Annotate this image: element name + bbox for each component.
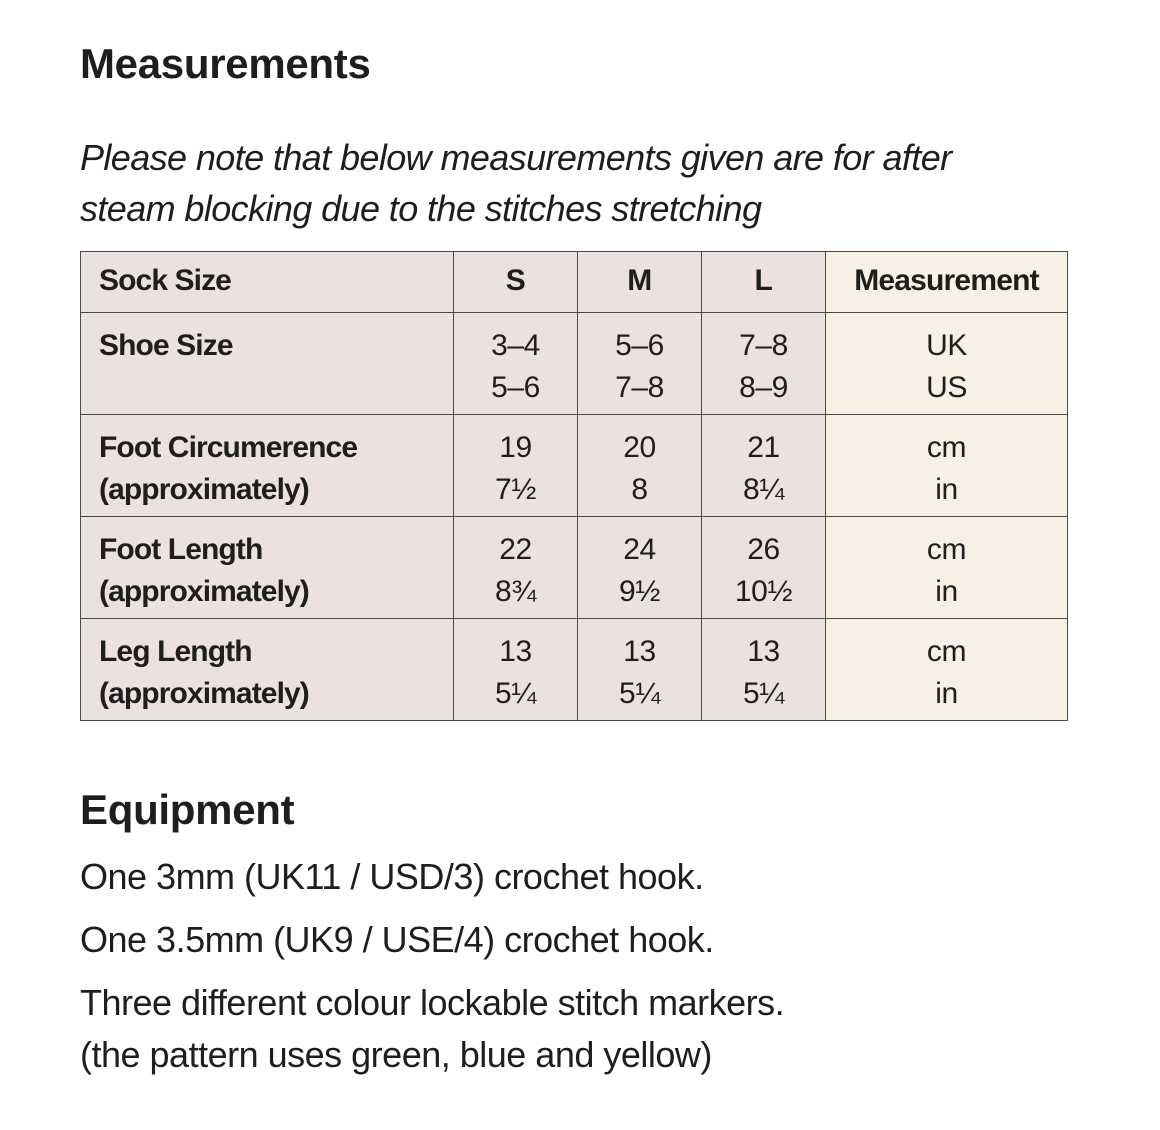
cell-unit: in <box>935 473 958 506</box>
cell-s <box>454 619 578 721</box>
cell-unit: cm <box>926 533 967 566</box>
cell-unit: in <box>935 677 958 710</box>
row-label-foot-circumference <box>81 415 454 517</box>
cell-units <box>826 517 1068 619</box>
cell-unit: cm <box>926 635 967 668</box>
cell-value: 20 <box>623 431 656 464</box>
blocking-note-line-1: Please note that below measurements given are for after <box>80 137 952 178</box>
cell-m <box>578 313 702 415</box>
cell-unit: US <box>926 371 967 404</box>
table-row <box>81 313 1068 415</box>
row-label-line: Foot Length <box>99 533 263 566</box>
row-label-line: (approximately) <box>99 575 309 608</box>
cell-value: 19 <box>499 431 532 464</box>
cell-value: 9½ <box>619 575 660 608</box>
header-measurement: Measurement <box>826 252 1068 313</box>
cell-m <box>578 619 702 721</box>
equipment-heading: Equipment <box>80 786 295 833</box>
list-item-line: One 3.5mm (UK9 / USE/4) crochet hook. <box>80 919 714 960</box>
measurements-heading: Measurements <box>80 40 371 87</box>
row-label-line: Leg Length <box>99 635 252 668</box>
cell-l <box>702 313 826 415</box>
cell-value: 3–4 <box>491 329 540 362</box>
list-item-line: (the pattern uses green, blue and yellow) <box>80 1034 712 1075</box>
table-row <box>81 619 1068 721</box>
cell-units <box>826 313 1068 415</box>
cell-value: 5–6 <box>615 329 664 362</box>
cell-value: 7–8 <box>615 371 664 404</box>
cell-unit: in <box>935 575 958 608</box>
cell-value: 26 <box>747 533 780 566</box>
table-row <box>81 517 1068 619</box>
cell-value: 7–8 <box>739 329 788 362</box>
cell-value: 8¾ <box>495 575 536 608</box>
row-label-line: Foot Circumerence <box>99 431 358 464</box>
cell-units <box>826 415 1068 517</box>
size-table <box>80 251 1068 721</box>
cell-s <box>454 517 578 619</box>
row-label-line: (approximately) <box>99 677 309 710</box>
header-sock-size: Sock Size <box>81 252 454 313</box>
list-item-line: Three different colour lockable stitch markers. <box>80 982 785 1023</box>
list-item <box>80 977 1080 1081</box>
cell-l <box>702 415 826 517</box>
row-label-line: (approximately) <box>99 473 309 506</box>
cell-value: 13 <box>623 635 656 668</box>
size-table-header-row <box>81 252 1068 313</box>
cell-value: 21 <box>747 431 780 464</box>
cell-value: 8 <box>631 473 648 506</box>
cell-m <box>578 415 702 517</box>
list-item <box>80 851 1080 903</box>
cell-value: 24 <box>623 533 656 566</box>
row-label-line: Shoe Size <box>99 329 233 362</box>
cell-value: 8¼ <box>743 473 784 506</box>
cell-value: 5¼ <box>743 677 784 710</box>
row-label-shoe-size <box>81 313 454 415</box>
header-size-s: S <box>454 252 578 313</box>
header-size-m: M <box>578 252 702 313</box>
cell-value: 13 <box>499 635 532 668</box>
list-item-line: One 3mm (UK11 / USD/3) crochet hook. <box>80 856 704 897</box>
blocking-note <box>80 132 1080 234</box>
table-row <box>81 415 1068 517</box>
cell-value: 5–6 <box>491 371 540 404</box>
row-label-leg-length <box>81 619 454 721</box>
cell-units <box>826 619 1068 721</box>
blocking-note-line-2: steam blocking due to the stitches stretching <box>80 188 762 229</box>
cell-l <box>702 517 826 619</box>
header-size-l: L <box>702 252 826 313</box>
cell-value: 8–9 <box>739 371 788 404</box>
cell-value: 5¼ <box>495 677 536 710</box>
cell-value: 10½ <box>734 575 793 608</box>
cell-s <box>454 313 578 415</box>
cell-l <box>702 619 826 721</box>
cell-value: 22 <box>499 533 532 566</box>
cell-value: 5¼ <box>619 677 660 710</box>
row-label-foot-length <box>81 517 454 619</box>
cell-unit: cm <box>926 431 967 464</box>
cell-m <box>578 517 702 619</box>
cell-value: 7½ <box>495 473 536 506</box>
cell-unit: UK <box>926 329 967 362</box>
list-item <box>80 914 1080 966</box>
equipment-list <box>80 851 1080 1092</box>
cell-value: 13 <box>747 635 780 668</box>
cell-s <box>454 415 578 517</box>
